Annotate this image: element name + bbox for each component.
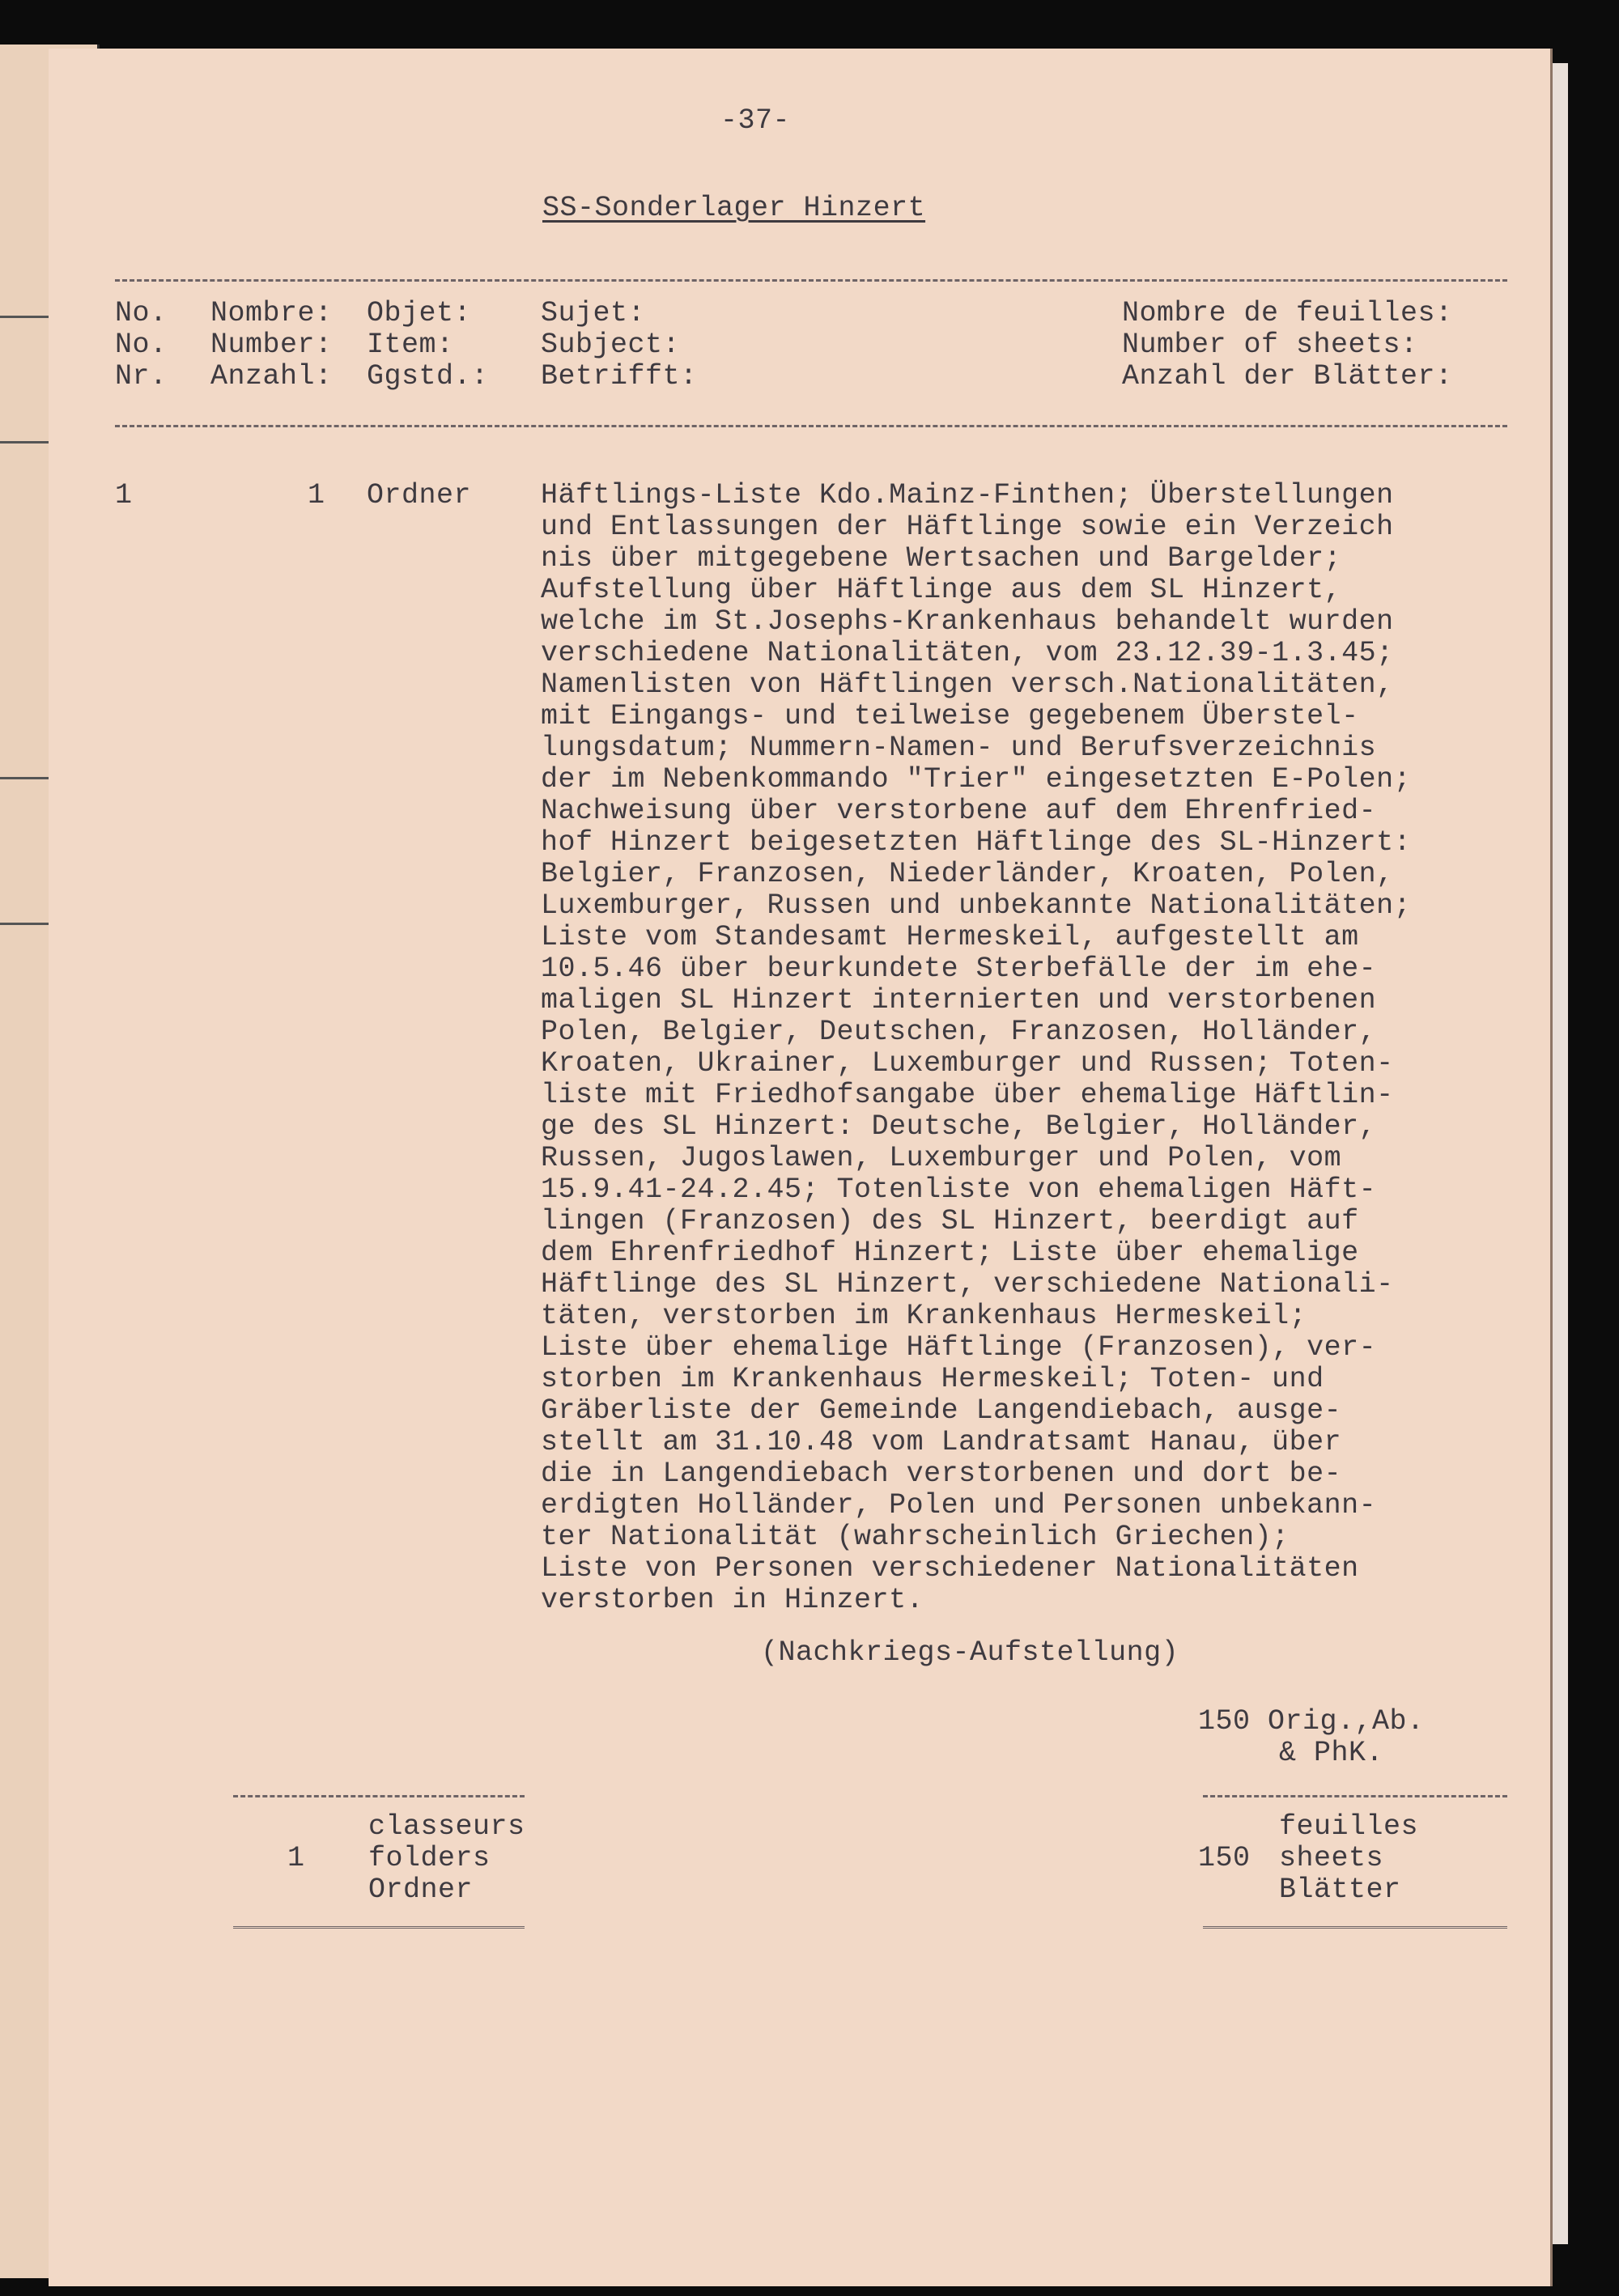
entry-description-line: ge des SL Hinzert: Deutsche, Belgier, Holländer, (541, 1110, 1377, 1143)
header-subject: Subject: (541, 329, 681, 361)
totals-left-rule (233, 1795, 525, 1797)
sheets-label: Blätter (1279, 1874, 1401, 1906)
entry-description-line: 15.9.41-24.2.45; Totenliste von ehemaligen Häft- (541, 1173, 1377, 1206)
entry-description-line: Liste von Personen verschiedener Nationalitäten (541, 1552, 1359, 1585)
entry-description-line: lingen (Franzosen) des SL Hinzert, beerdigt auf (541, 1205, 1359, 1237)
header-item: Item: (367, 329, 454, 361)
sheets-label: feuilles (1279, 1810, 1419, 1843)
entry-description-line: Belgier, Franzosen, Niederländer, Kroaten, Polen, (541, 858, 1394, 890)
entry-sheets-count: 150 Orig.,Ab. (1198, 1705, 1425, 1738)
entry-description-line: die in Langendiebach verstorbenen und dort be- (541, 1458, 1342, 1490)
entry-description-line: storben im Krankenhaus Hermeskeil; Toten- und (541, 1363, 1324, 1395)
header-count: Anzahl: (210, 360, 333, 393)
entry-description-line: Gräberliste der Gemeinde Langendiebach, ausge- (541, 1394, 1342, 1427)
entry-description-line: Nachweisung über verstorbene auf dem Ehrenfried- (541, 795, 1377, 827)
folders-label: classeurs (368, 1810, 525, 1843)
entry-description-line: Häftlinge des SL Hinzert, verschiedene Nationali- (541, 1268, 1394, 1301)
header-sheets: Nombre de feuilles: (1122, 297, 1453, 329)
header-no: No. (115, 329, 168, 361)
entry-description-line: täten, verstorben im Krankenhaus Hermeskeil; (541, 1300, 1307, 1332)
entry-description-line: der im Nebenkommando "Trier" eingesetzten E-Polen; (541, 763, 1412, 796)
previous-page-rule-mark (0, 923, 49, 925)
previous-page-rule-mark (0, 316, 49, 318)
header-count: Nombre: (210, 297, 333, 329)
entry-description-line: lungsdatum; Nummern-Namen- und Berufsverzeichnis (541, 732, 1377, 764)
sheets-total: 150 (1198, 1842, 1251, 1874)
header-sheets: Anzahl der Blätter: (1122, 360, 1453, 393)
entry-description-line: Luxemburger, Russen und unbekannte Nationalitäten; (541, 889, 1412, 922)
document-page (49, 49, 1553, 2286)
entry-description-line: verschiedene Nationalitäten, vom 23.12.39-1.3.45; (541, 637, 1394, 669)
entry-count: 1 (308, 479, 325, 511)
entry-description-line: hof Hinzert beigesetzten Häftlinge des SL-Hinzert: (541, 826, 1412, 859)
entry-description-line: maligen SL Hinzert internierten und verstorbenen (541, 984, 1377, 1016)
entry-description-line: Aufstellung über Häftlinge aus dem SL Hinzert, (541, 574, 1342, 606)
entry-note: (Nachkriegs-Aufstellung) (761, 1636, 1179, 1669)
page-number: -37- (720, 104, 791, 137)
entry-description-line: Namenlisten von Häftlingen versch.Nationalitäten, (541, 668, 1394, 701)
header-bottom-rule (115, 425, 1507, 427)
entry-description-line: welche im St.Josephs-Krankenhaus behandelt wurden (541, 605, 1394, 638)
header-subject: Betrifft: (541, 360, 698, 393)
entry-number: 1 (115, 479, 133, 511)
entry-description-line: mit Eingangs- und teilweise gegebenem Überstel- (541, 700, 1359, 732)
entry-description-line: ter Nationalität (wahrscheinlich Griechen); (541, 1521, 1290, 1553)
folders-label: folders (368, 1842, 491, 1874)
header-sheets: Number of sheets: (1122, 329, 1418, 361)
totals-left-double-rule (233, 1926, 525, 1932)
entry-description-line: Polen, Belgier, Deutschen, Franzosen, Holländer, (541, 1016, 1377, 1048)
header-item: Ggstd.: (367, 360, 489, 393)
folders-count: 1 (287, 1842, 305, 1874)
header-item: Objet: (367, 297, 472, 329)
entry-description-line: Liste über ehemalige Häftlinge (Franzosen), ver- (541, 1331, 1377, 1364)
folders-label: Ordner (368, 1874, 474, 1906)
entry-description-line: erdigten Holländer, Polen und Personen unbekann- (541, 1489, 1377, 1521)
header-no: Nr. (115, 360, 168, 393)
previous-page-rule-mark (0, 441, 49, 443)
sheets-label: sheets (1279, 1842, 1384, 1874)
entry-description-line: verstorben in Hinzert. (541, 1584, 924, 1616)
header-count: Number: (210, 329, 333, 361)
entry-description-line: 10.5.46 über beurkundete Sterbefälle der im ehe- (541, 953, 1377, 985)
entry-description-line: Liste vom Standesamt Hermeskeil, aufgestellt am (541, 921, 1359, 953)
entry-description-line: Russen, Jugoslawen, Luxemburger und Polen, vom (541, 1142, 1342, 1174)
entry-description-line: und Entlassungen der Häftlinge sowie ein Verzeich (541, 511, 1394, 543)
header-top-rule (115, 279, 1507, 282)
entry-description-line: stellt am 31.10.48 vom Landratsamt Hanau, über (541, 1426, 1342, 1458)
entry-sheets-type: & PhK. (1279, 1737, 1384, 1769)
entry-description-line: dem Ehrenfriedhof Hinzert; Liste über ehemalige (541, 1237, 1359, 1269)
previous-page-rule-mark (0, 777, 49, 779)
entry-description-line: Kroaten, Ukrainer, Luxemburger und Russen; Toten- (541, 1047, 1394, 1080)
entry-item: Ordner (367, 479, 472, 511)
entry-description-line: nis über mitgegebene Wertsachen und Bargelder; (541, 542, 1342, 575)
totals-right-rule (1203, 1795, 1507, 1797)
header-subject: Sujet: (541, 297, 646, 329)
header-no: No. (115, 297, 168, 329)
page-title: SS-Sonderlager Hinzert (542, 192, 926, 224)
totals-right-double-rule (1203, 1926, 1507, 1932)
entry-description-line: Häftlings-Liste Kdo.Mainz-Finthen; Überstellungen (541, 479, 1394, 511)
entry-description-line: liste mit Friedhofsangabe über ehemalige Häftlin- (541, 1079, 1394, 1111)
